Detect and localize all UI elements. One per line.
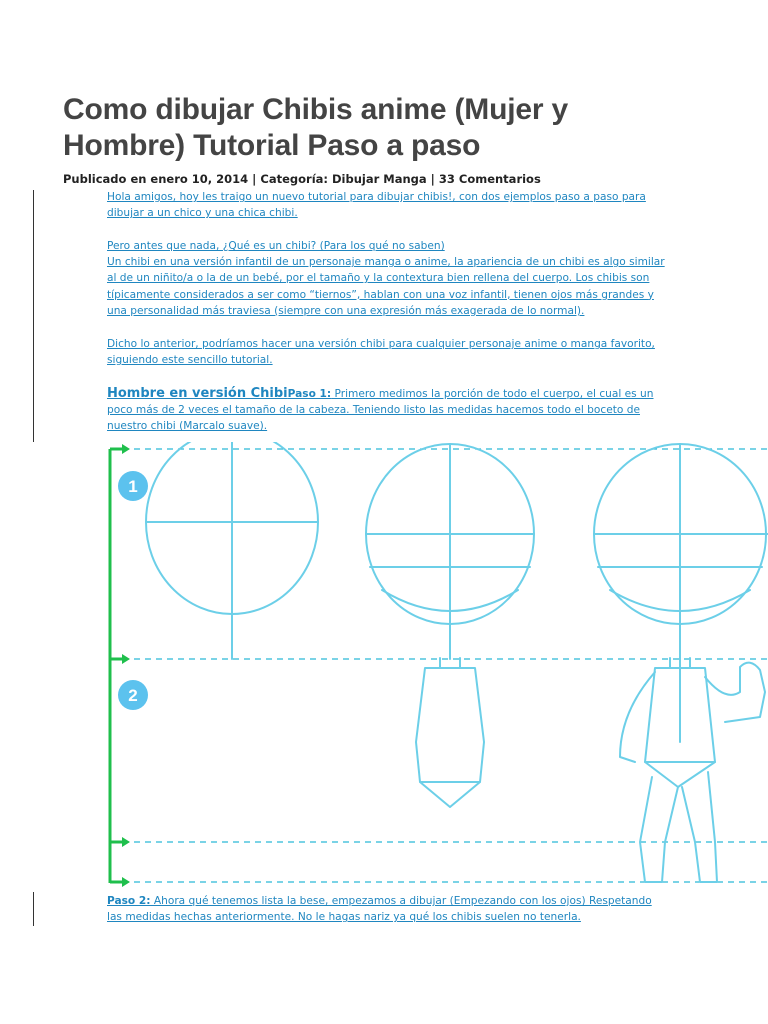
what-is-paragraph	[107, 238, 667, 319]
step2-text: Ahora qué tenemos lista la bese, empezamos a dibujar (Empezando con los ojos) Respetando las medidas hechas anteriormente. No le hagas nariz ya qué los chibis suelen no tenerla.	[107, 895, 652, 924]
article-meta: Publicado en enero 10, 2014 | Categoría: Dibujar Manga | 33 Comentarios	[63, 172, 541, 186]
margin-bar-top	[33, 190, 34, 442]
sketch-figure-2	[366, 444, 534, 807]
step-badge-1: 1	[128, 477, 138, 496]
step2-label: Paso 2:	[107, 895, 151, 907]
step1-text: Primero medimos la porción de todo el cuerpo, el cual es un poco más de 2 veces el tamaño de la cabeza. Teniendo listo las medidas hacemos todo el boceto de nuestro chibi (Marcalo suave).	[107, 388, 654, 433]
what-is-answer: Un chibi en una versión infantil de un personaje manga o anime, la apariencia de un chibi es algo similar al de un niñito/a o la de un bebé, por el tamaño y la contextura bien rellena del cuerpo. Los chibis son típicamente considerados a ser como “tiernos”, hablan con una voz infantil, tienen ojos más grandes y una personalidad más traviesa (siempre con una expresión más exagerada de lo normal).	[107, 256, 665, 317]
step1-paragraph	[107, 386, 667, 435]
step2-paragraph	[107, 893, 667, 925]
conclusion-paragraph: Dicho lo anterior, podríamos hacer una versión chibi para cualquier personaje anime o manga favorito, siguiendo este sencillo tutorial.	[107, 338, 655, 367]
sketch-head-1	[146, 442, 318, 659]
what-is-question: Pero antes que nada, ¿Qué es un chibi? (Para los qué no saben)	[107, 240, 445, 252]
step1-label: Paso 1:	[287, 388, 332, 400]
step-badge-2: 2	[128, 686, 138, 705]
margin-bar-bottom	[33, 892, 34, 926]
article-title: Como dibujar Chibis anime (Mujer y Hombre) Tutorial Paso a paso	[63, 93, 568, 162]
chibi-sketch-illustration	[100, 442, 768, 890]
intro-paragraph: Hola amigos, hoy les traigo un nuevo tutorial para dibujar chibis!, con dos ejemplos paso a paso para dibujar a un chico y una chica chibi.	[107, 191, 646, 220]
sketch-figure-3	[594, 444, 768, 882]
section-heading: Hombre en versión Chibi	[107, 386, 288, 401]
